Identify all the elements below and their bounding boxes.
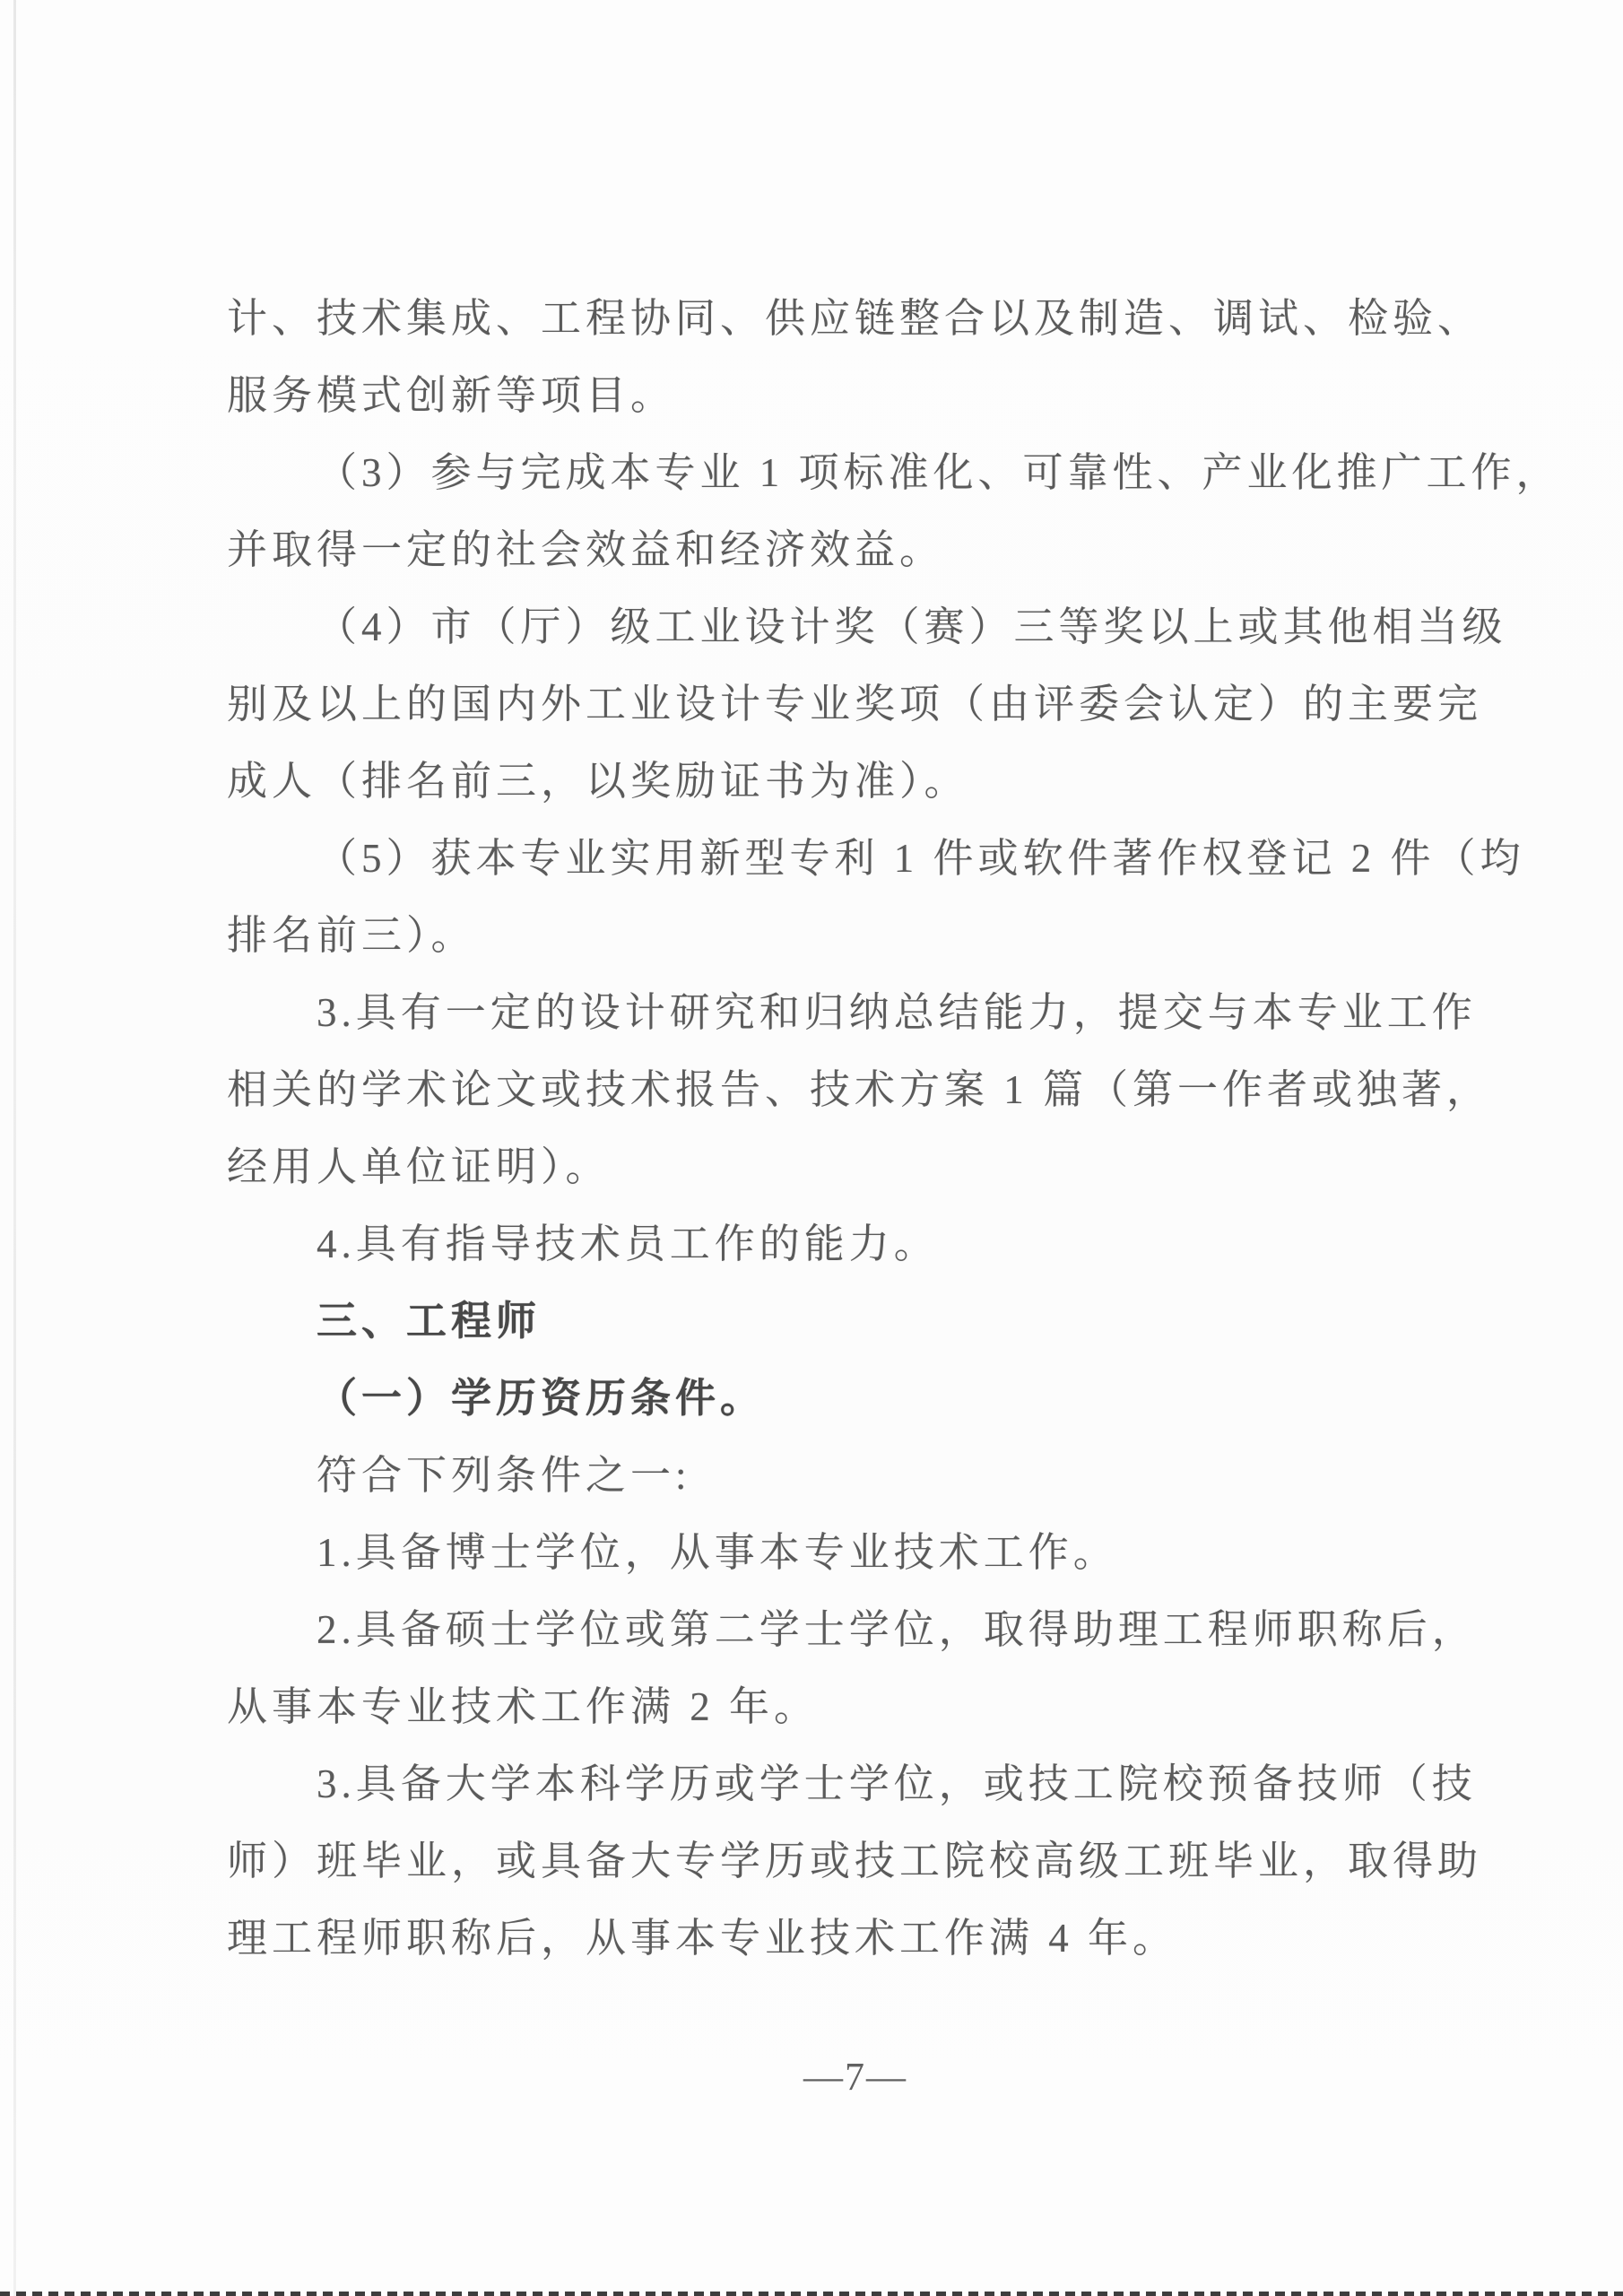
page-number: —7— [803, 2055, 907, 2099]
text-line: 4.具有指导技术员工作的能力。 [317, 1222, 939, 1266]
text-line: 并取得一定的社会效益和经济效益。 [227, 527, 945, 572]
text-line: 排名前三）。 [227, 913, 476, 958]
text-line: 相关的学术论文或技术报告、技术方案 1 篇（第一作者或独著， [227, 1067, 1492, 1112]
text-line: 经用人单位证明）。 [227, 1144, 611, 1189]
text-line: 三、工程师 [317, 1299, 542, 1344]
text-line: 成人（排名前三，以奖励证书为准）。 [227, 759, 969, 804]
text-line: 1.具备博士学位，从事本专业技术工作。 [317, 1530, 1118, 1575]
text-line: 师）班毕业，或具备大专学历或技工院校高级工班毕业，取得助 [227, 1839, 1483, 1883]
document-body [227, 280, 1561, 1977]
text-line: 服务模式创新等项目。 [227, 373, 676, 418]
text-line: 从事本专业技术工作满 2 年。 [227, 1684, 820, 1729]
text-line: （一）学历资历条件。 [317, 1376, 766, 1421]
text-line: （5）获本专业实用新型专利 1 件或软件著作权登记 2 件（均 [317, 836, 1525, 881]
text-line: 符合下列条件之一: [317, 1453, 691, 1498]
scan-left-edge-line [13, 0, 16, 2296]
text-line: 3.具备大学本科学历或学士学位，或技工院校预备技师（技 [317, 1761, 1477, 1806]
text-line: 计、技术集成、工程协同、供应链整合以及制造、调试、检验、 [227, 296, 1483, 341]
text-line: （3）参与完成本专业 1 项标准化、可靠性、产业化推广工作， [317, 450, 1561, 495]
scan-bottom-edge-line [0, 2292, 1623, 2296]
text-line: 别及以上的国内外工业设计专业奖项（由评委会认定）的主要完 [227, 682, 1483, 726]
text-line: （4）市（厅）级工业设计奖（赛）三等奖以上或其他相当级 [317, 604, 1507, 649]
text-line: 3.具有一定的设计研究和归纳总结能力，提交与本专业工作 [317, 990, 1477, 1035]
text-line: 2.具备硕士学位或第二学士学位，取得助理工程师职称后， [317, 1607, 1477, 1652]
text-line: 理工程师职称后，从事本专业技术工作满 4 年。 [227, 1916, 1178, 1961]
